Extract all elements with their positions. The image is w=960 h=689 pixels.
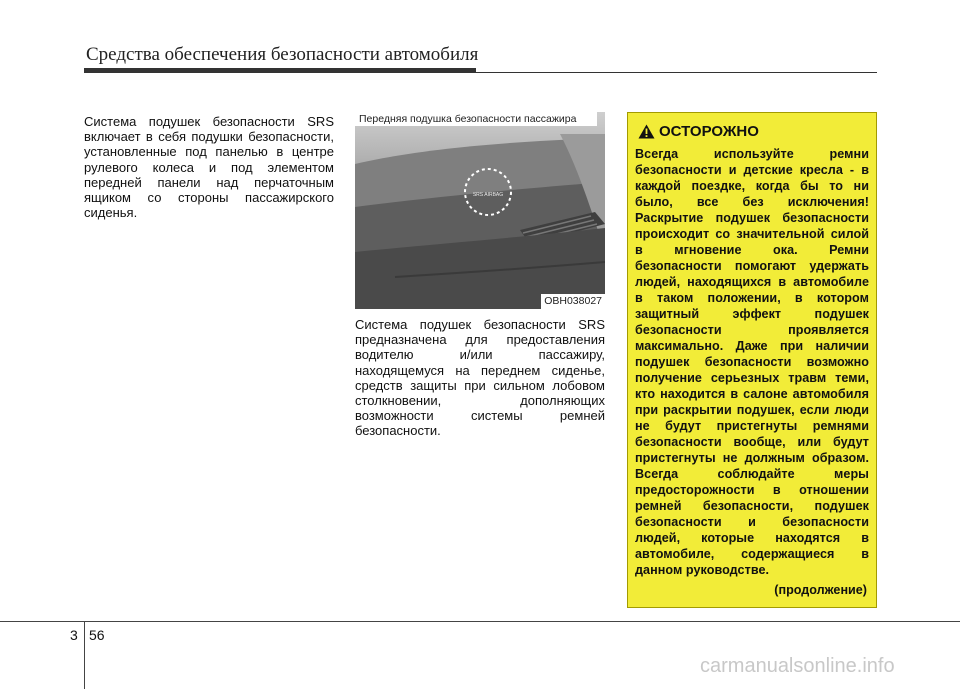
airbag-label: SRS AIRBAG <box>472 192 504 198</box>
passenger-airbag-figure <box>355 112 605 309</box>
footer-divider <box>84 622 85 689</box>
figure-caption: Передняя подушка безопасности пассажира <box>355 112 597 126</box>
watermark: carmanualsonline.info <box>700 655 895 677</box>
warning-triangle-icon <box>638 124 655 139</box>
header-rule <box>84 72 877 73</box>
middle-column-paragraph: Система подушек безопасности SRS предназначена для предоставления водителю и/или пассажиру, находящемуся на переднем сиденье, средств защиты при сильном лобовом столкновении, дополняющих возможности системы ремней безопасности. <box>355 317 605 439</box>
warning-title: ОСТОРОЖНО <box>659 123 759 140</box>
figure-code: OBH038027 <box>541 294 605 309</box>
warning-box <box>627 112 877 608</box>
continued-note: (продолжение) <box>774 583 867 597</box>
footer-rule <box>0 621 960 622</box>
dashboard-illustration <box>355 112 605 309</box>
warning-text: Всегда используйте ремни безопасности и детские кресла - в каждой поездке, когда бы то ни было, все без исключения! Раскрытие подушек безопасности происходит со значительной силой в мгновение ока. Ремни безопасности помогают удержать людей, находящихся в автомобиле в таком положении, в котором защитный эффект подушек безопасности проявляется максимально. Даже при наличии подушек безопасности возможно получение серьезных травм теми, кто находится в салоне автомобиля при раскрытии подушек, если люди не будут пристегнуты ремнями безопасности вообще, или будут пристегнуты не должным образом. Всегда соблюдайте меры предосторожности в отношении ремней безопасности, подушек безопасности и безопасности людей, которые находятся в автомобиле, содержащиеся в данном руководстве. <box>635 147 869 577</box>
left-column-paragraph: Система подушек безопасности SRS включает в себя подушки безопасности, установленные под панелью в центре рулевого колеса и под элементом передней панели над перчаточным ящиком со стороны пассажирского сиденья. <box>84 114 334 221</box>
section-header-title: Средства обеспечения безопасности автомобиля <box>86 44 479 65</box>
chapter-number: 3 <box>70 627 78 643</box>
warning-header <box>638 123 759 140</box>
page-number: 56 <box>89 627 105 643</box>
